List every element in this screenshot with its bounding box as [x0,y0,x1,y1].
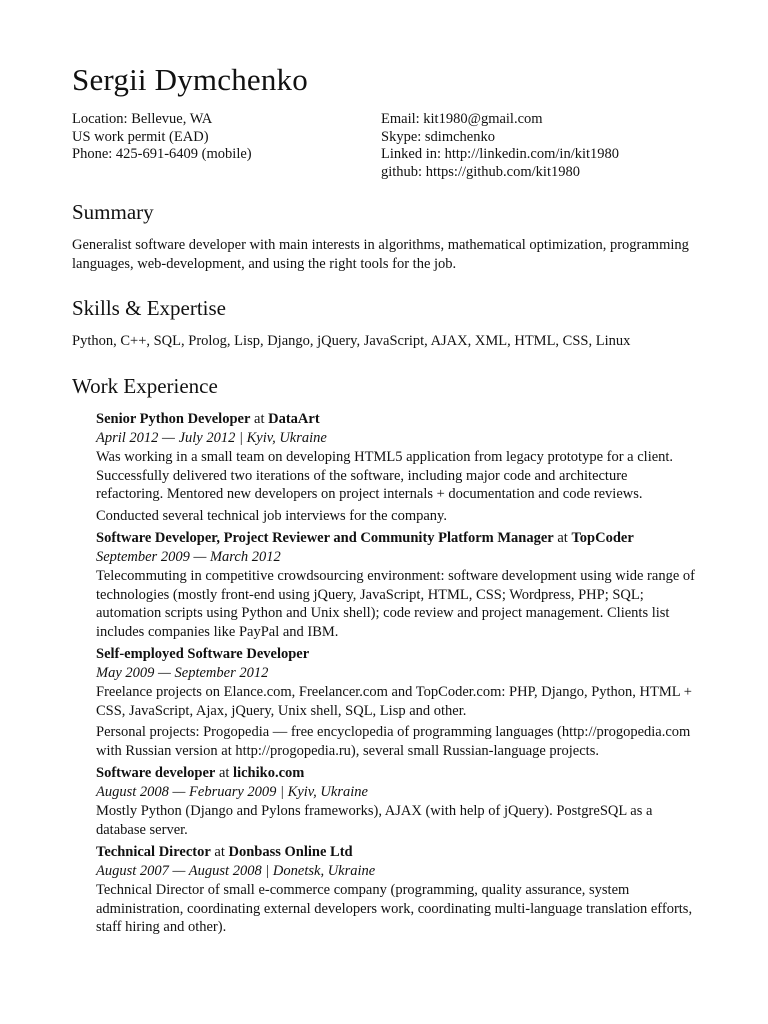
job-description: Personal projects: Progopedia — free encyclopedia of programming languages (http://progopedia.com with Russian version at http://progopedia.ru), several small Russian-language projects. [96,724,691,759]
contact-right [381,111,619,181]
contact-left [72,111,252,164]
linkedin: Linked in: http://linkedin.com/in/kit1980 [381,146,620,162]
work-permit: US work permit (EAD) [72,128,209,145]
job-list [96,410,696,941]
job-description: Was working in a small team on developing HTML5 application from legacy prototype for a client. Successfully delivered two iterations of the software, including major code and architecture refactoring. Mentored new developers on project internals + documentation and code reviews. [96,449,674,502]
job-company: lichiko.com [233,765,305,781]
job-at: at [254,411,265,427]
job-lichiko [96,764,696,839]
skype: Skype: sdimchenko [381,128,495,145]
job-company: DataArt [268,411,320,427]
job-at: at [218,765,230,781]
summary-text: Generalist software developer with main interests in algorithms, mathematical optimization, programming languages, web-development, and using the right tools for the job. [72,237,689,272]
job-description: Technical Director of small e-commerce company (programming, quality assurance, system administration, coordinating external developers work, coordinating multi-language translation efforts, staff hiring and other). [96,882,693,935]
job-dates: May 2009 — September 2012 [96,664,269,681]
job-title [96,410,696,429]
job-dataart [96,410,696,525]
location: Location: Bellevue, WA [72,111,213,127]
phone: Phone: 425-691-6409 (mobile) [72,146,252,162]
job-description: Freelance projects on Elance.com, Freelancer.com and TopCoder.com: PHP, Django, Python, HTML + CSS, JavaScript, Ajax, jQuery, Unix shell, SQL, Lisp and other. [96,684,692,719]
resume-name: Sergii Dymchenko [72,62,308,97]
job-self-employed [96,645,696,760]
job-dates: August 2008 — February 2009 | Kyiv, Ukraine [96,783,368,800]
skills-heading: Skills & Expertise [72,296,226,320]
job-description: Conducted several technical job interviews for the company. [96,507,447,524]
job-company: Donbass Online Ltd [228,844,353,860]
job-role: Self-employed Software Developer [96,646,310,662]
summary-heading: Summary [72,200,154,224]
job-at: at [557,530,568,546]
job-company: TopCoder [571,530,634,546]
work-heading: Work Experience [72,374,218,398]
skills-text: Python, C++, SQL, Prolog, Lisp, Django, jQuery, JavaScript, AJAX, XML, HTML, CSS, Linux [72,333,631,349]
job-title [96,843,696,862]
job-title [96,645,696,664]
job-description: Mostly Python (Django and Pylons frameworks), AJAX (with help of jQuery). PostgreSQL as a database server. [96,803,653,838]
job-title [96,764,696,783]
job-dates: April 2012 — July 2012 | Kyiv, Ukraine [96,429,327,446]
job-topcoder [96,529,696,641]
job-at: at [214,844,225,860]
job-title [96,529,696,548]
job-role: Software developer [96,765,216,781]
github: github: https://github.com/kit1980 [381,163,580,180]
job-dates: September 2009 — March 2012 [96,548,281,565]
job-role: Technical Director [96,844,211,860]
job-role: Software Developer, Project Reviewer and Community Platform Manager [96,530,554,546]
job-donbass [96,843,696,937]
job-description: Telecommuting in competitive crowdsourcing environment: software development using wide range of technologies (mostly front-end using jQuery, JavaScript, HTML, CSS; Wordpress, PHP; SQL; automation scripts using Python and Unix shell); code review and project management. Clients list includes companies like PayPal and IBM. [96,568,695,640]
job-dates: August 2007 — August 2008 | Donetsk, Ukraine [96,862,376,879]
job-role: Senior Python Developer [96,411,251,427]
email: Email: kit1980@gmail.com [381,111,543,127]
